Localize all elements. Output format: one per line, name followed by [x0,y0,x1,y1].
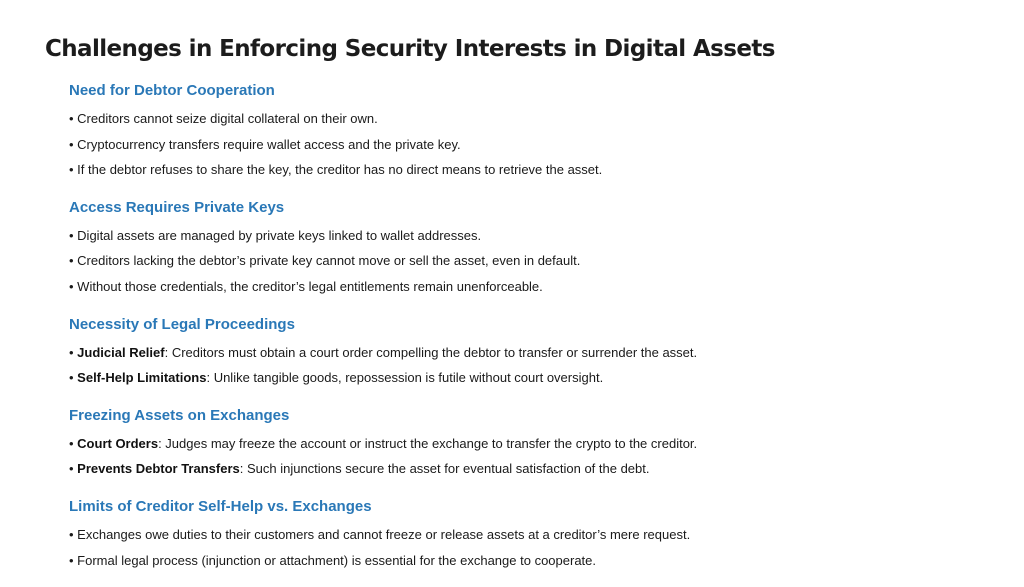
section-heading: Access Requires Private Keys [69,198,285,216]
bullet-bold-label: Judicial Relief [77,344,165,360]
bullet-item: • If the debtor refuses to share the key, the creditor has no direct means to retrieve the asset. [69,162,603,178]
bullet-text: If the debtor refuses to share the key, the creditor has no direct means to retrieve the asset. [77,162,603,178]
bullet-item: • Cryptocurrency transfers require wallet access and the private key. [69,136,461,152]
section-debtor-cooperation [69,80,989,183]
bullet-text: : Unlike tangible goods, repossession is futile without court oversight. [206,370,604,386]
bullet-item: • Prevents Debtor Transfers: Such injunctions secure the asset for eventual satisfaction of the debt. [69,461,650,477]
section-heading: Freezing Assets on Exchanges [69,406,290,424]
section-heading: Need for Debtor Cooperation [69,82,275,99]
bullet-item: • Digital assets are managed by private keys linked to wallet addresses. [69,227,482,243]
bullet-item: • Formal legal process (injunction or attachment) is essential for the exchange to cooperate. [69,552,596,568]
section-self-help-limits [69,496,989,573]
bullet-item: • Creditors cannot seize digital collateral on their own. [69,111,378,126]
bullet-item: • Judicial Relief: Creditors must obtain a court order compelling the debtor to transfer or surrender the asset. [69,344,698,360]
section-private-keys [69,197,989,300]
bullet-text: : Such injunctions secure the asset for eventual satisfaction of the debt. [239,461,650,477]
section-freezing-assets [69,405,989,482]
bullet-text: Cryptocurrency transfers require wallet access and the private key. [77,136,461,152]
section-heading: Necessity of Legal Proceedings [69,315,295,333]
bullet-text: Creditors cannot seize digital collateral on their own. [77,111,378,126]
section-legal-proceedings [69,314,989,391]
bullet-bold-label: Court Orders [77,435,159,451]
content-area [69,80,989,587]
bullet-bold-label: Prevents Debtor Transfers [77,461,240,477]
bullet-item: • Creditors lacking the debtor’s private key cannot move or sell the asset, even in default. [69,253,581,269]
bullet-item: • Court Orders: Judges may freeze the account or instruct the exchange to transfer the crypto to the creditor. [69,435,698,451]
bullet-text: Digital assets are managed by private keys linked to wallet addresses. [77,227,482,243]
section-heading: Limits of Creditor Self-Help vs. Exchanges [69,497,372,515]
bullet-bold-label: Self-Help Limitations [77,370,207,386]
bullet-text: Without those credentials, the creditor’s legal entitlements remain unenforceable. [77,278,543,294]
bullet-item: • Self-Help Limitations: Unlike tangible goods, repossession is futile without court oversight. [69,370,604,386]
bullet-text: Exchanges owe duties to their customers and cannot freeze or release assets at a creditor’s mere request. [77,526,691,542]
bullet-item: • Without those credentials, the creditor’s legal entitlements remain unenforceable. [69,278,543,294]
bullet-text: Creditors lacking the debtor’s private key cannot move or sell the asset, even in default. [77,253,581,269]
page-title: Challenges in Enforcing Security Interests in Digital Assets [45,36,775,62]
bullet-text: : Judges may freeze the account or instruct the exchange to transfer the crypto to the creditor. [158,435,698,451]
bullet-text: Formal legal process (injunction or attachment) is essential for the exchange to cooperate. [77,552,596,568]
bullet-item: • Exchanges owe duties to their customers and cannot freeze or release assets at a creditor’s mere request. [69,526,691,542]
bullet-text: : Creditors must obtain a court order compelling the debtor to transfer or surrender the asset. [164,344,698,360]
